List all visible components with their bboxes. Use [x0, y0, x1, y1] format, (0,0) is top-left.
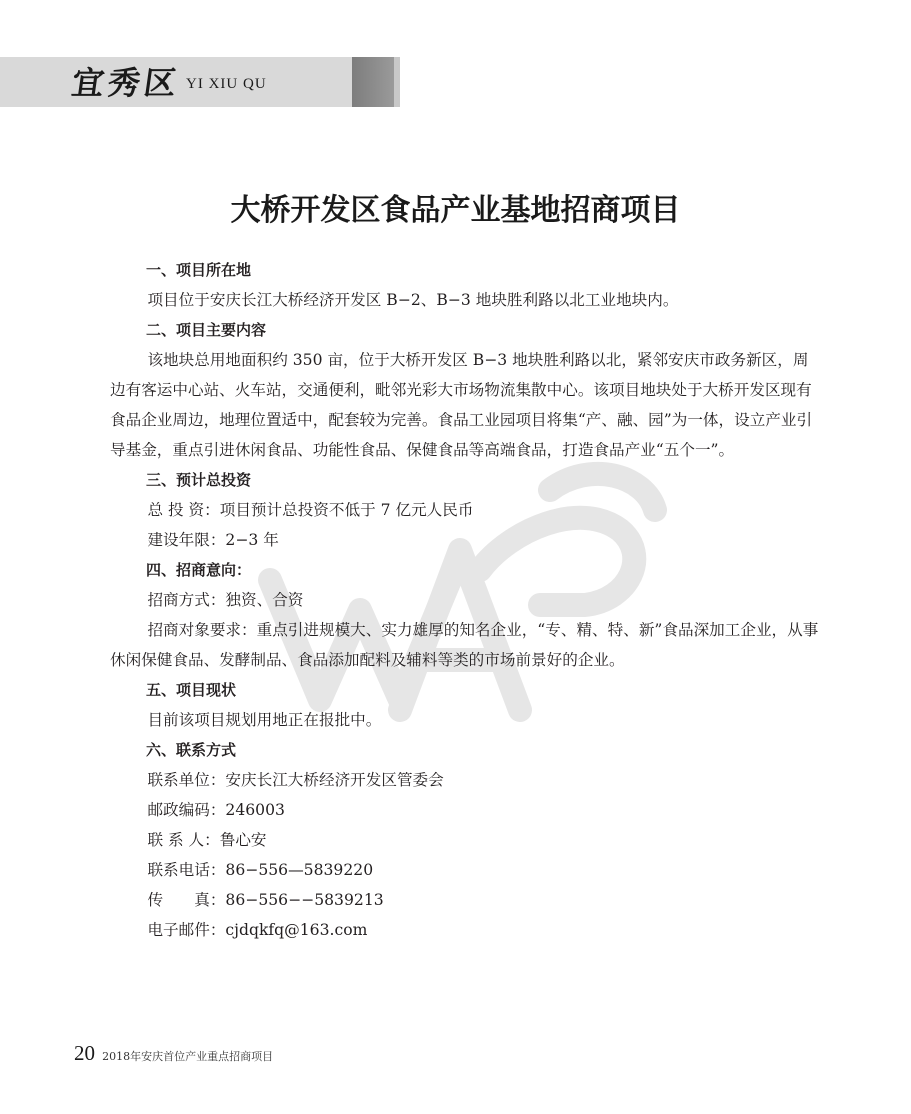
page-title: 大桥开发区食品产业基地招商项目 — [230, 193, 681, 228]
contact-postcode: 邮政编码：246003 — [147, 801, 285, 819]
publication-title: 2018年安庆首位产业重点招商项目 — [102, 1050, 274, 1063]
page-footer — [74, 1040, 273, 1070]
article-body — [110, 255, 822, 945]
contact-unit: 联系单位：安庆长江大桥经济开发区管委会 — [147, 771, 444, 789]
section-heading-content: 二、项目主要内容 — [146, 321, 267, 339]
section-heading-location: 一、项目所在地 — [146, 261, 252, 279]
contact-fax: 传 真：86−556−−5839213 — [147, 891, 384, 909]
section-text-content: 该地块总用地面积约 350 亩，位于大桥开发区 B−3 地块胜利路以北，紧邻安庆市政务新区，周边有客运中心站、火车站，交通便利，毗邻光彩大市场物流集散中心。该项目地块处于大桥开发区现有食品企业周边，地理位置适中，配套较为完善。食品工业园项目将集“产、融、园”为一体，设立产业引导基金，重点引进休闲食品、功能性食品、保健食品等高端食品，打造食品产业“五个一”。 — [110, 351, 813, 459]
investment-method: 招商方式：独资、合资 — [147, 591, 304, 609]
section-heading-investment: 三、预计总投资 — [146, 471, 252, 489]
section-text-status: 目前该项目规划用地正在报批中。 — [147, 711, 382, 729]
contact-email: 电子邮件：cjdqkfq@163.com — [147, 921, 368, 939]
section-heading-contact: 六、联系方式 — [146, 741, 237, 759]
construction-period: 建设年限：2−3 年 — [147, 531, 279, 549]
investment-target: 招商对象要求：重点引进规模大、实力雄厚的知名企业，“专、精、特、新”食品深加工企业，从事休闲保健食品、发酵制品、食品添加配料及辅料等类的市场前景好的企业。 — [110, 621, 819, 669]
district-name-calligraphy: 宜秀区 — [69, 64, 183, 102]
contact-person: 联 系 人：鲁心安 — [147, 831, 267, 849]
header-tab — [352, 57, 394, 107]
page-number: 20 — [74, 1041, 95, 1065]
investment-total: 总 投 资：项目预计总投资不低于 7 亿元人民币 — [147, 501, 474, 519]
section-heading-intent: 四、招商意向： — [146, 561, 252, 579]
header-tab-edge — [394, 57, 400, 107]
section-heading-status: 五、项目现状 — [146, 681, 237, 699]
district-name-roman: YI XIU QU — [186, 76, 267, 92]
contact-phone: 联系电话：86−556—5839220 — [147, 861, 374, 879]
section-text-location: 项目位于安庆长江大桥经济开发区 B−2、B−3 地块胜利路以北工业地块内。 — [147, 291, 679, 309]
